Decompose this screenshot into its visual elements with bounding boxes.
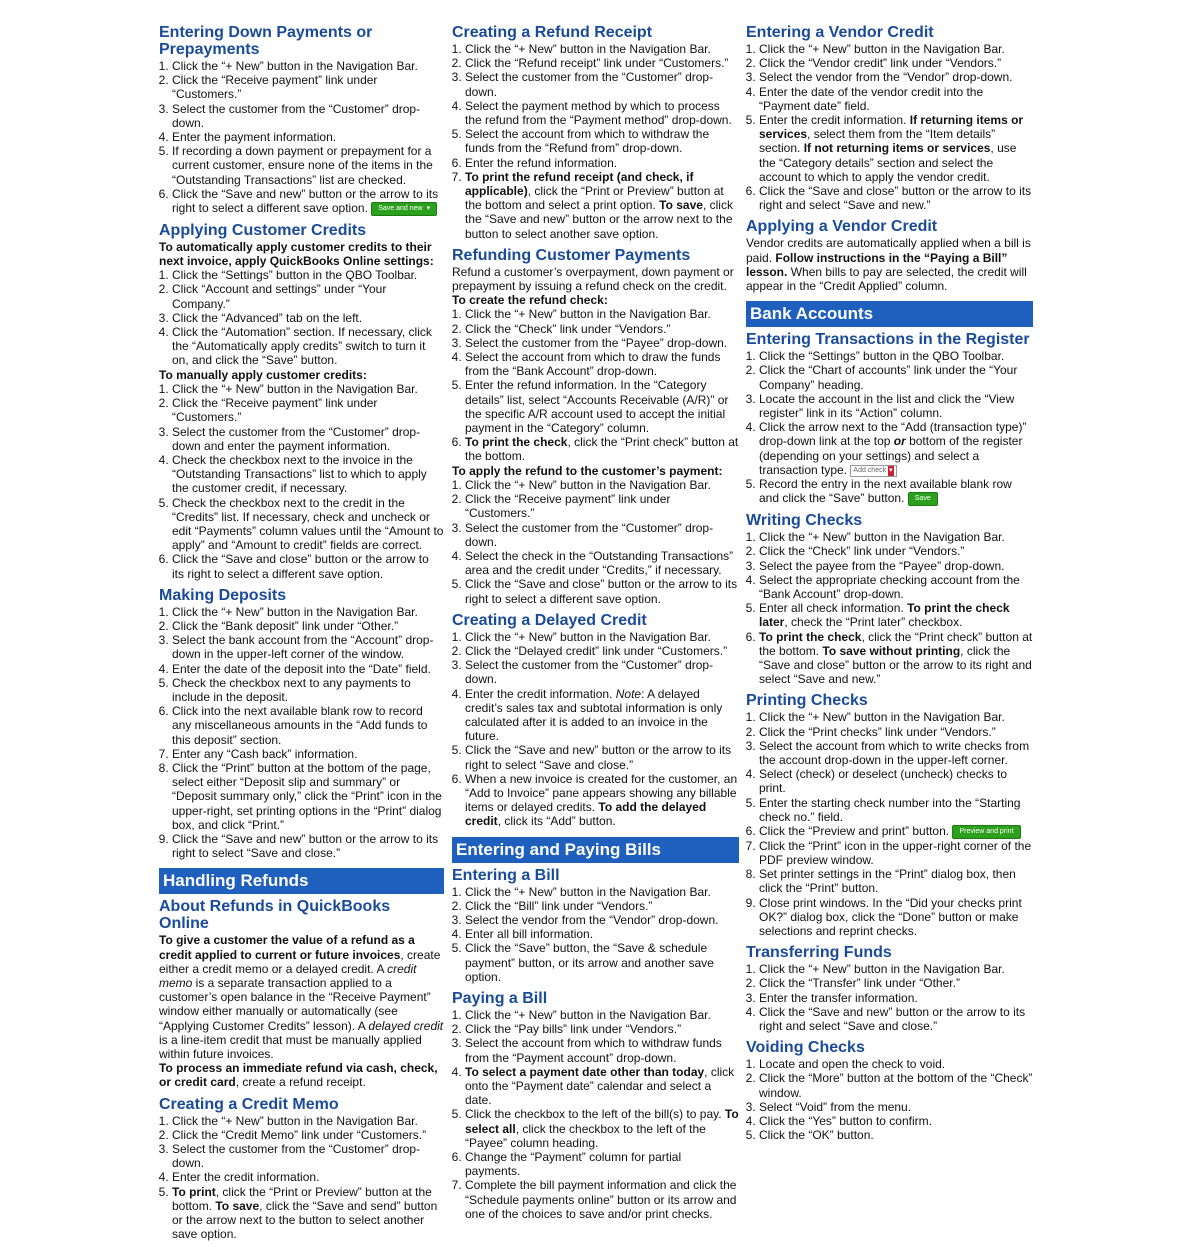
dropdown-label: Add check — [853, 466, 887, 474]
step — [759, 420, 1033, 477]
step: 1. Click the “+ New” button in the Navigation Bar. — [759, 710, 1033, 724]
step: 4. Click the “Save and new” button or the arrow to its right and select “Save and close.” — [759, 1005, 1033, 1033]
bold-text: To save without printing — [822, 643, 961, 658]
section-title: Entering Down Payments or Prepayments — [159, 24, 373, 58]
step: 3. Select the bank account from the “Account” drop-down in the upper-left corner of the window. — [172, 633, 444, 661]
text: , click the “Print check” button at the bottom. — [465, 435, 739, 464]
text: Click the arrow next to the “Add (transaction type)” drop-down link at the top — [759, 420, 1027, 449]
bold-text: To save — [659, 198, 703, 213]
text: , click the “Save and send” button or the arrow next to the button to select another save option. — [172, 1198, 438, 1242]
step: 3. Select the account from which to withdraw funds from the “Payment account” drop-down. — [465, 1036, 739, 1064]
paragraph — [159, 933, 444, 1061]
text: When bills to pay are selected, the credit will appear in the “Credit Applied” column. — [746, 264, 1027, 294]
step — [759, 113, 1033, 184]
step: 6. Click the “Save and close” button or the arrow to its right to select a different save option. — [172, 552, 444, 580]
step — [759, 824, 1033, 839]
text: , click the “Print check” button at the bottom. — [759, 629, 1033, 658]
step — [465, 1107, 739, 1150]
section-title: Creating a Refund Receipt — [452, 24, 653, 41]
steps-list — [159, 1114, 444, 1242]
section-register — [746, 331, 1033, 506]
steps-list — [746, 530, 1033, 686]
section-title: Refunding Customer Payments — [452, 246, 691, 264]
section-title: Creating a Credit Memo — [159, 1095, 339, 1113]
step: 3. Locate the account in the list and click the “View register” link in its “Action” column. — [759, 392, 1033, 420]
section-title: Applying Customer Credits — [159, 221, 367, 239]
text: is a separate transaction applied to a customer’s open balance in the “Receive Payment” window either manually or automatically (see “Applying Customer Credits” lesson). A — [159, 976, 431, 1033]
add-check-dropdown — [850, 465, 896, 477]
step: 3. Click the “Advanced” tab on the left. — [172, 311, 444, 325]
step: 4. Select the account from which to draw the funds from the “Bank Account” drop-down. — [465, 350, 739, 378]
steps-list — [746, 710, 1033, 938]
step: 5. Check the checkbox next to the credit in the “Credits” list. If necessary, check and uncheck or edit “Payments” column values until the “Amount to apply” and “Amount to credit” fields are correct. — [172, 496, 444, 553]
steps-list — [159, 605, 444, 861]
bold-text: If not returning items or services — [803, 141, 991, 156]
step — [465, 435, 739, 463]
step: 3. Select the vendor from the “Vendor” drop-down. — [759, 70, 1033, 84]
step — [465, 170, 739, 241]
step — [759, 477, 1033, 506]
save-and-new-button — [371, 202, 437, 216]
step: 2. Click the “Credit Memo” link under “Customers.” — [172, 1128, 444, 1142]
step: 1. Click the “+ New” button in the Navigation Bar. — [465, 478, 739, 492]
text: Vendor credits are automatically applied when a bill is paid. — [746, 236, 1031, 265]
text: , create a refund receipt. — [235, 1075, 366, 1090]
step: 1. Click the “+ New” button in the Navigation Bar. — [172, 59, 444, 73]
step: 3. Select the customer from the “Customer” drop-down. — [172, 102, 444, 130]
step: 5. Check the checkbox next to any payments to include in the deposit. — [172, 676, 444, 704]
step: 4. Enter the date of the vendor credit into the “Payment date” field. — [759, 85, 1033, 113]
step: 1. Click the “Settings” button in the QBO Toolbar. — [172, 268, 444, 282]
step: 6. Click into the next available blank row to record any miscellaneous amounts in the “Add funds to this deposit” section. — [172, 704, 444, 747]
section-about-refunds — [159, 898, 444, 1095]
steps-list — [159, 268, 444, 367]
section-title: About Refunds in QuickBooks Online — [159, 898, 391, 933]
step: 5. Click the “Save” button, the “Save & schedule payment” button, or its arrow and another save option. — [465, 941, 739, 984]
lead-text: To apply the refund to the customer’s payment: — [452, 463, 723, 478]
step: 3. Enter the transfer information. — [759, 991, 1033, 1005]
section-title: Paying a Bill — [452, 989, 548, 1007]
button-label: Save and new — [378, 204, 423, 212]
step: 3. Select the customer from the “Customer” drop-down. — [172, 1142, 444, 1170]
step: 3. Select the payee from the “Payee” drop-down. — [759, 559, 1033, 573]
step: 2. Click “Account and settings” under “Your Company.” — [172, 282, 444, 310]
section-title: Creating a Delayed Credit — [452, 611, 647, 629]
text: : A delayed credit’s sales tax and subtotal information is only calculated after it is added to an invoice in the future. — [465, 686, 723, 744]
step: 1. Click the “+ New” button in the Navigation Bar. — [465, 307, 739, 321]
band-entering-paying-bills: Entering and Paying Bills — [452, 837, 739, 863]
bold-text: To select all — [465, 1107, 739, 1136]
button-label: Save — [914, 495, 931, 503]
italic-text: credit memo — [159, 961, 417, 990]
step-text: Click the “Preview and print” button. — [759, 823, 950, 838]
step: 7. Enter any “Cash back” information. — [172, 747, 444, 761]
section-refund-receipt — [452, 24, 739, 241]
section-title: Writing Checks — [746, 512, 863, 530]
section-title: Transferring Funds — [746, 944, 892, 962]
step: 6. Change the “Payment” column for partial payments. — [465, 1150, 739, 1178]
step: 1. Click the “+ New” button in the Navigation Bar. — [172, 1114, 444, 1128]
step: 2. Click the “Check” link under “Vendors.” — [759, 544, 1033, 558]
step: 1. Click the “+ New” button in the Navigation Bar. — [759, 962, 1033, 976]
text: Enter all check information. — [759, 601, 908, 616]
lead-text: To automatically apply customer credits to their next invoice, apply QuickBooks Online settings: — [159, 239, 434, 269]
text: Enter the credit information. — [465, 686, 616, 701]
steps-list — [452, 1008, 739, 1221]
step: 5. Click the “Save and new” button or the arrow to its right to select “Save and close.” — [465, 743, 739, 771]
italic-text: Note — [615, 686, 642, 701]
column-2 — [452, 24, 739, 1227]
step: 4. Enter the credit information. — [172, 1170, 444, 1184]
step: 6. Click the “Save and close” button or the arrow to its right and select “Save and new.” — [759, 184, 1033, 212]
text: is a line-item credit that must be manually applied within future invoices. — [159, 1032, 422, 1062]
preview-and-print-button — [952, 825, 1020, 839]
step: 4. Enter the payment information. — [172, 130, 444, 144]
text: , check the “Print later” checkbox. — [784, 615, 963, 630]
bold-text: To select a payment date other than today — [465, 1064, 705, 1079]
section-title: Entering a Vendor Credit — [746, 24, 934, 41]
step: 3. Select “Void” from the menu. — [759, 1100, 1033, 1114]
italic-text: delayed credit — [368, 1018, 444, 1033]
step-text: Record the entry in the next available blank row and click the “Save” button. — [759, 477, 1012, 506]
step: 1. Click the “+ New” button in the Navigation Bar. — [172, 382, 444, 396]
section-down-payments — [159, 24, 444, 216]
steps-list — [452, 42, 739, 241]
step: 3. Select the customer from the “Customer” drop-down. — [465, 658, 739, 686]
chevron-down-icon: ▾ — [889, 466, 893, 474]
column-3 — [746, 24, 1033, 1148]
text: , click the “Save and close” button or the arrow to its right and select “Save and new.” — [759, 643, 1032, 687]
band-handling-refunds: Handling Refunds — [159, 868, 444, 894]
step: 3. Select the customer from the “Customer” drop-down. — [465, 521, 739, 549]
step: 4. Select the appropriate checking account from the “Bank Account” drop-down. — [759, 573, 1033, 601]
section-refunding-customer-payments — [452, 247, 739, 606]
section-applying-customer-credits — [159, 222, 444, 581]
step: 7. Complete the bill payment information and click the “Schedule payments online” button or its arrow and one of the choices to save and/or print checks. — [465, 1178, 739, 1221]
step: 2. Click the “Bill” link under “Vendors.” — [465, 899, 739, 913]
step: 6. Enter the refund information. — [465, 156, 739, 170]
bold-text: To add the delayed credit — [465, 800, 707, 829]
text: , create either a credit memo or a delayed credit. A — [159, 947, 441, 976]
bold-text: Follow instructions in the “Paying a Bill” lesson. — [746, 250, 1008, 279]
step: 7. Click the “Print” icon in the upper-right corner of the PDF preview window. — [759, 839, 1033, 867]
paragraph — [159, 1061, 444, 1089]
step: 9. Close print windows. In the “Did your checks print OK?” dialog box, click the “Done” button or make selections and reprint checks. — [759, 896, 1033, 939]
step: 3. Select the customer from the “Customer” drop-down. — [465, 70, 739, 98]
step: 2. Click the “Bank deposit” link under “Other.” — [172, 619, 444, 633]
step: 5. If recording a down payment or prepayment for a current customer, ensure none of the items in the “Outstanding Transactions” list are checked. — [172, 144, 444, 187]
section-title: Voiding Checks — [746, 1039, 865, 1057]
step: 2. Click the “Receive payment” link under “Customers.” — [172, 73, 444, 101]
text: , click onto the “Payment date” calendar and select a date. — [465, 1064, 735, 1108]
text: When a new invoice is created for the customer, an “Add to Invoice” pane appears showing any billable items or delayed credits. — [465, 771, 738, 815]
step: 8. Set printer settings in the “Print” dialog box, then click the “Print” button. — [759, 867, 1033, 895]
section-transferring-funds — [746, 944, 1033, 1033]
step: 2. Click the “Chart of accounts” link under the “Your Company” heading. — [759, 363, 1033, 391]
bold-italic-text: or — [893, 434, 906, 449]
step: 4. Select (check) or deselect (uncheck) checks to print. — [759, 767, 1033, 795]
step — [465, 1065, 739, 1108]
step: 1. Click the “+ New” button in the Navigation Bar. — [759, 530, 1033, 544]
step: 1. Click the “+ New” button in the Navigation Bar. — [465, 1008, 739, 1022]
paragraph: Refund a customer’s overpayment, down payment or prepayment by issuing a refund check on the credit. — [452, 264, 734, 294]
step: 1. Click the “+ New” button in the Navigation Bar. — [465, 42, 739, 56]
section-delayed-credit — [452, 612, 739, 829]
step: 4. Select the payment method by which to process the refund from the “Payment method” drop-down. — [465, 99, 739, 127]
bold-text: To print — [172, 1184, 216, 1199]
chevron-down-icon: ▾ — [426, 204, 431, 212]
text: , click the “Print or Preview” button at the bottom and select a print option. — [465, 184, 724, 213]
section-printing-checks — [746, 692, 1033, 938]
step: 2. Click the “More” button at the bottom of the “Check” window. — [759, 1071, 1033, 1099]
step: 2. Click the “Vendor credit” link under “Vendors.” — [759, 56, 1033, 70]
step: 3. Select the vendor from the “Vendor” drop-down. — [465, 913, 739, 927]
step: 1. Locate and open the check to void. — [759, 1057, 1033, 1071]
paragraph — [746, 236, 1033, 293]
column-1 — [159, 24, 444, 1247]
step: 1. Click the “+ New” button in the Navigation Bar. — [172, 605, 444, 619]
step: 4. Enter all bill information. — [465, 927, 739, 941]
bold-text: To give a customer the value of a refund as a credit applied to current or future invoices — [159, 933, 415, 962]
text: , click the checkbox to the left of the “Payee” column heading. — [465, 1121, 706, 1150]
step: 5. Click the “OK” button. — [759, 1128, 1033, 1142]
step: 2. Click the “Receive payment” link under “Customers.” — [172, 396, 444, 424]
step: 1. Click the “+ New” button in the Navigation Bar. — [465, 885, 739, 899]
step: 2. Click the “Print checks” link under “Vendors.” — [759, 725, 1033, 739]
step: 1. Click the “+ New” button in the Navigation Bar. — [759, 42, 1033, 56]
step — [465, 687, 739, 744]
step — [465, 772, 739, 829]
steps-list — [452, 307, 739, 463]
lead-text: To create the refund check: — [452, 293, 608, 308]
step: 2. Click the “Pay bills” link under “Vendors.” — [465, 1022, 739, 1036]
step: 2. Click the “Receive payment” link under “Customers.” — [465, 492, 739, 520]
step: 2. Click the “Transfer” link under “Other.” — [759, 976, 1033, 990]
section-making-deposits — [159, 587, 444, 861]
step — [759, 630, 1033, 687]
step-text: Click the “Save and new” button or the arrow to its right to select a different save option. — [172, 186, 439, 216]
step: 4. Click the “Automation” section. If necessary, click the “Automatically apply credits” switch to turn it on, and click the “Save” button. — [172, 325, 444, 368]
text: Click the checkbox to the left of the bill(s) to pay. — [465, 1107, 725, 1122]
step: 2. Click the “Delayed credit” link under “Customers.” — [465, 644, 739, 658]
step: 8. Click the “Print” button at the bottom of the page, select either “Deposit slip and summary” or “Deposit summary only,” click the “Print” icon in the upper-right, set printing options in the “Print” dialog box, and click “Print.” — [172, 761, 444, 832]
step: 2. Click the “Refund receipt” link under “Customers.” — [465, 56, 739, 70]
steps-list — [746, 42, 1033, 212]
steps-list — [159, 59, 444, 216]
button-label: Preview and print — [959, 827, 1014, 835]
step: 3. Select the account from which to write checks from the account drop-down in the upper-left corner. — [759, 739, 1033, 767]
step — [172, 1185, 444, 1242]
steps-list — [746, 349, 1033, 506]
text: , click the “Save and new” button or the arrow next to the button to select another save option. — [465, 198, 733, 241]
section-paying-bill — [452, 990, 739, 1221]
text: , select them from the “Item details” section. — [759, 127, 996, 156]
step: 1. Click the “Settings” button in the QBO Toolbar. — [759, 349, 1033, 363]
step: 3. Select the customer from the “Payee” drop-down. — [465, 336, 739, 350]
save-button — [908, 492, 938, 506]
bold-text: To save — [215, 1198, 260, 1213]
steps-list — [746, 962, 1033, 1033]
text: Enter the credit information. — [759, 113, 910, 128]
bold-text: If returning items or services — [759, 113, 1024, 142]
bold-text: To print the refund receipt (and check, if applicable) — [465, 169, 694, 199]
step: 1. Click the “+ New” button in the Navigation Bar. — [465, 630, 739, 644]
band-bank-accounts: Bank Accounts — [746, 301, 1033, 327]
step: 4. Click the “Yes” button to confirm. — [759, 1114, 1033, 1128]
steps-list — [746, 1057, 1033, 1142]
step: 4. Select the check in the “Outstanding Transactions” area and the credit under “Credits,” if necessary. — [465, 549, 739, 577]
section-vendor-credit — [746, 24, 1033, 212]
section-title: Entering Transactions in the Register — [746, 331, 1030, 349]
bold-text: To print the check — [759, 629, 862, 644]
text: , click the “Print or Preview” button at the bottom. — [172, 1184, 432, 1213]
step: 5. Enter the starting check number into the “Starting check no.” field. — [759, 796, 1033, 824]
step: 4. Enter the date of the deposit into the “Date” field. — [172, 662, 444, 676]
bold-text: To print the check — [465, 435, 568, 450]
section-title: Printing Checks — [746, 692, 868, 710]
lead-text: To manually apply customer credits: — [159, 367, 367, 382]
step — [759, 601, 1033, 629]
section-applying-vendor-credit — [746, 218, 1033, 293]
bold-text: To print the check later — [759, 601, 1010, 630]
section-credit-memo — [159, 1096, 444, 1242]
steps-list — [452, 630, 739, 829]
step: 9. Click the “Save and new” button or the arrow to its right to select “Save and close.” — [172, 832, 444, 860]
section-title: Applying a Vendor Credit — [746, 218, 938, 236]
text: , click its “Add” button. — [497, 814, 616, 829]
step: 5. Click the “Save and close” button or the arrow to its right to select a different save option. — [465, 577, 739, 605]
steps-list — [452, 885, 739, 984]
section-voiding-checks — [746, 1039, 1033, 1142]
text: bottom of the register (depending on your settings) and select a transaction type. — [759, 434, 1023, 477]
steps-list — [159, 382, 444, 581]
steps-list — [452, 478, 739, 606]
section-writing-checks — [746, 512, 1033, 686]
step: 4. Check the checkbox next to the invoice in the “Outstanding Transactions” list to which to apply the customer credit, if necessary. — [172, 453, 444, 496]
step: 2. Click the “Check” link under “Vendors.” — [465, 322, 739, 336]
bold-text: To process an immediate refund via cash, check, or credit card — [159, 1061, 438, 1090]
section-entering-bill — [452, 867, 739, 984]
step: 3. Select the customer from the “Customer” drop-down and enter the payment information. — [172, 425, 444, 453]
section-title: Entering a Bill — [452, 866, 560, 884]
step: 5. Select the account from which to withdraw the funds from the “Refund from” drop-down. — [465, 127, 739, 155]
text: , use the “Category details” section and select the account to which to apply the vendor credit. — [759, 141, 1017, 184]
section-title: Making Deposits — [159, 586, 287, 604]
step — [172, 187, 444, 216]
step: 5. Enter the refund information. In the “Category details” list, select “Accounts Receivable (A/R)” or the specific A/R account used to accept the initial payment in the “Category” column. — [465, 378, 739, 435]
